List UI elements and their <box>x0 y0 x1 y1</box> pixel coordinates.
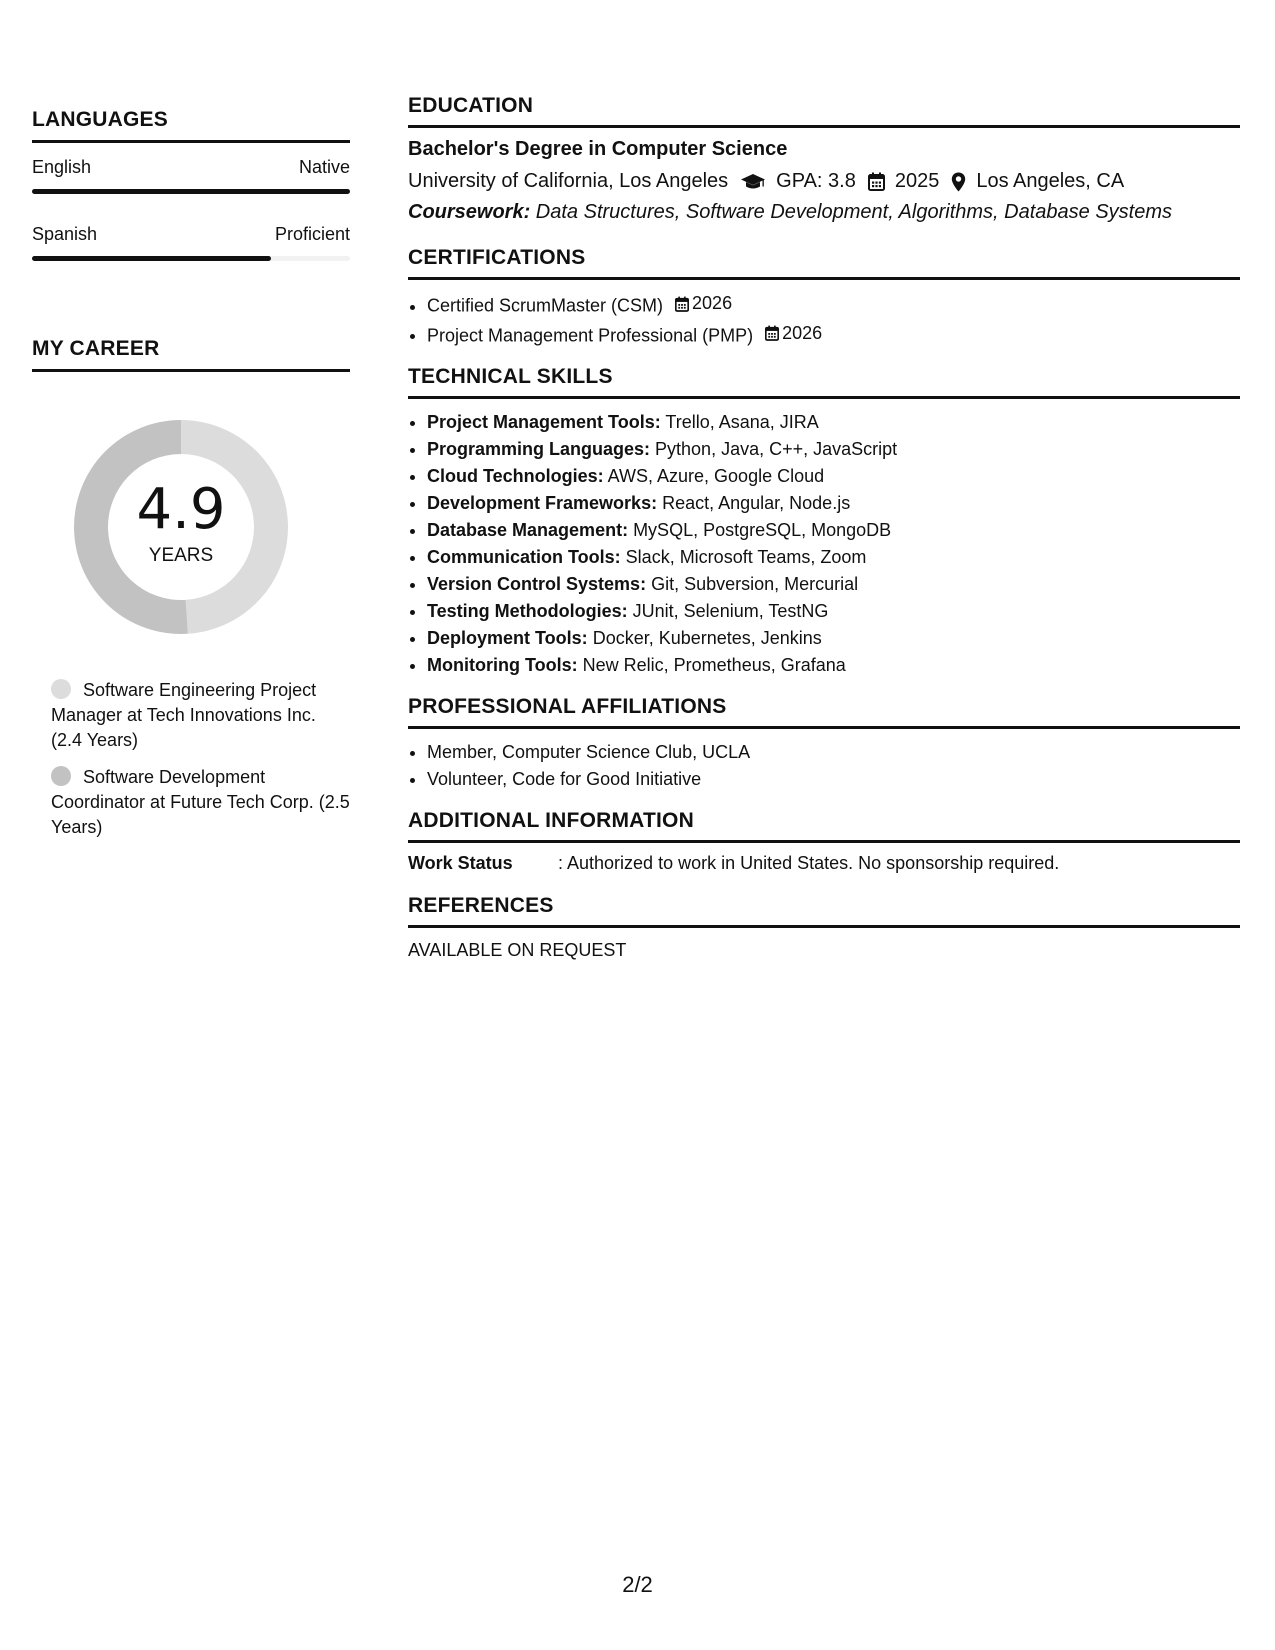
language-proficiency-fill <box>32 256 271 261</box>
calendar-icon <box>868 172 885 191</box>
calendar-icon <box>675 296 689 312</box>
references-text: AVAILABLE ON REQUEST <box>408 940 627 960</box>
certification-year: 2026 <box>692 293 733 313</box>
list-item: • Volunteer, Code for Good Initiative <box>427 766 1240 793</box>
coursework-list: Data Structures, Software Development, Algorithms, Database Systems <box>530 201 1172 223</box>
skill-label: Project Management Tools: <box>427 412 661 432</box>
education-school: University of California, Los Angeles <box>408 170 729 192</box>
language-proficiency-bar <box>32 189 350 194</box>
affiliations-list <box>408 739 1240 793</box>
skill-value: AWS, Azure, Google Cloud <box>603 466 825 486</box>
language-item <box>32 224 350 261</box>
skill-label: Programming Languages: <box>427 439 651 459</box>
list-item <box>427 652 1240 679</box>
skills-list <box>408 409 1240 679</box>
career-legend <box>32 678 351 840</box>
education-location: Los Angeles, CA <box>976 170 1125 192</box>
languages-title: LANGUAGES <box>32 108 350 143</box>
work-status-value: : Authorized to work in United States. No sponsorship required. <box>558 853 1060 873</box>
skill-label: Cloud Technologies: <box>427 466 604 486</box>
education-degree: Bachelor's Degree in Computer Science <box>408 138 788 160</box>
career-legend-item <box>51 678 351 753</box>
graduation-cap-icon <box>740 173 766 191</box>
career-total-years: 4.9 <box>136 477 226 542</box>
skill-value: Git, Subversion, Mercurial <box>646 574 859 594</box>
skill-value: Docker, Kubernetes, Jenkins <box>587 628 822 648</box>
career-title: MY CAREER <box>32 337 350 372</box>
right-column <box>408 94 1240 961</box>
list-item <box>427 409 1240 436</box>
page-number: 2/2 <box>622 1572 653 1597</box>
education-title: EDUCATION <box>408 94 1240 128</box>
certifications-list <box>408 290 1240 349</box>
calendar-icon <box>765 325 779 341</box>
skills-title: TECHNICAL SKILLS <box>408 365 1240 399</box>
language-name: English <box>32 157 92 177</box>
list-item <box>427 598 1240 625</box>
career-role-text: Software Engineering Project Manager at Tech Innovations Inc. (2.4 Years) <box>51 680 317 750</box>
education-coursework <box>408 201 1240 224</box>
certification-name: Project Management Professional (PMP) <box>427 325 754 345</box>
list-item <box>427 625 1240 652</box>
work-status-label: Work Status <box>408 853 513 873</box>
work-status-row <box>408 853 1240 874</box>
language-level: Native <box>298 157 350 177</box>
coursework-label: Coursework: <box>408 201 531 223</box>
language-item <box>32 157 350 194</box>
list-item <box>427 290 1240 320</box>
list-item <box>427 436 1240 463</box>
legend-dot-icon <box>51 679 71 699</box>
skill-label: Database Management: <box>427 520 629 540</box>
skill-value: Python, Java, C++, JavaScript <box>650 439 898 459</box>
affiliations-title: PROFESSIONAL AFFILIATIONS <box>408 695 1240 729</box>
skill-value: React, Angular, Node.js <box>657 493 851 513</box>
certifications-title: CERTIFICATIONS <box>408 246 1240 280</box>
list-item <box>427 517 1240 544</box>
education-gpa: GPA: 3.8 <box>776 170 856 192</box>
career-donut-chart <box>66 412 296 642</box>
list-item <box>427 571 1240 598</box>
career-role-text: Software Development Coordinator at Future Tech Corp. (2.5 Years) <box>51 767 350 837</box>
list-item: • Member, Computer Science Club, UCLA <box>427 739 1240 766</box>
education-year: 2025 <box>894 170 940 192</box>
location-pin-icon <box>951 172 966 192</box>
education-details <box>408 170 1240 193</box>
language-name: Spanish <box>32 224 98 244</box>
skill-label: Communication Tools: <box>427 547 621 567</box>
certification-name: Certified ScrumMaster (CSM) <box>427 295 664 316</box>
language-proficiency-fill <box>32 189 350 194</box>
list-item <box>427 463 1240 490</box>
skill-value: New Relic, Prometheus, Grafana <box>577 655 846 675</box>
list-item <box>427 544 1240 571</box>
additional-info-title: ADDITIONAL INFORMATION <box>408 809 1240 843</box>
skill-label: Development Frameworks: <box>427 493 658 513</box>
skill-value: Trello, Asana, JIRA <box>660 412 819 432</box>
list-item <box>427 320 1240 350</box>
skill-value: MySQL, PostgreSQL, MongoDB <box>628 520 892 540</box>
legend-dot-icon <box>51 766 71 786</box>
certification-year: 2026 <box>782 322 823 343</box>
list-item <box>427 490 1240 517</box>
left-column <box>32 108 350 852</box>
skill-value: Slack, Microsoft Teams, Zoom <box>620 547 867 567</box>
language-proficiency-bar <box>32 256 350 261</box>
career-legend-item <box>51 765 351 840</box>
skill-value: JUnit, Selenium, TestNG <box>627 601 829 621</box>
skill-label: Testing Methodologies: <box>427 601 628 621</box>
skill-label: Version Control Systems: <box>427 574 647 594</box>
language-level: Proficient <box>274 224 350 244</box>
skill-label: Deployment Tools: <box>427 628 588 648</box>
skill-label: Monitoring Tools: <box>427 655 578 675</box>
career-total-unit: YEARS <box>148 545 214 566</box>
references-title: REFERENCES <box>408 894 1240 928</box>
